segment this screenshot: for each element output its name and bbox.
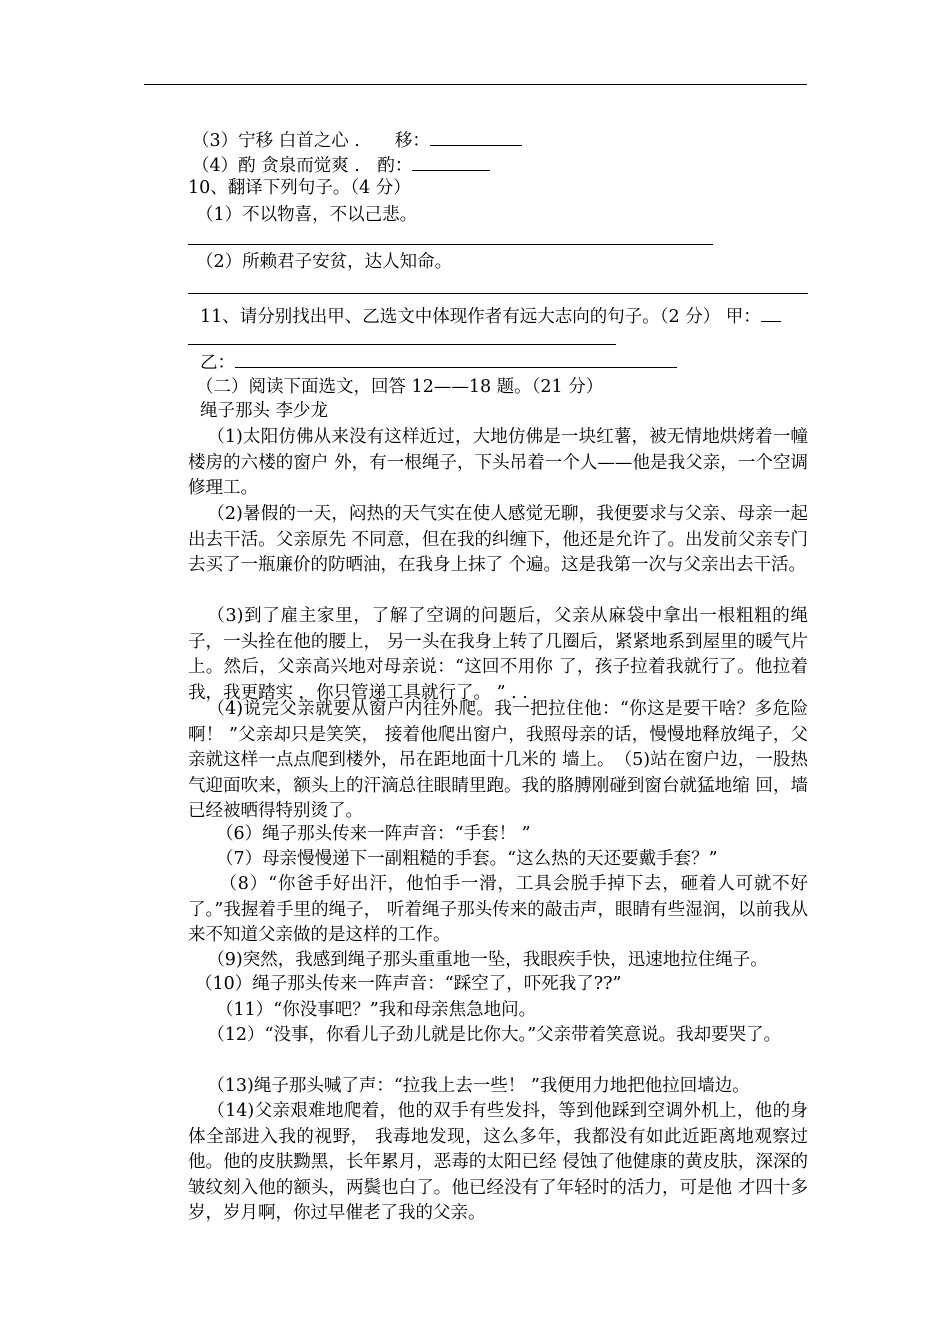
- paragraph-3: （3)到了雇主家里，了解了空调的问题后，父亲从麻袋中拿出一根粗粗的绳子，一头拴在他的腰上， 另一头在我身上转了几圈后，紧紧地系到屋里的暖气片上。然后，父亲高兴地对母亲说：“这回不用你 了，孩子拉着我就行了。他拉着我，我更踏实 ，你只管递工具就行了。 ” . .: [188, 606, 808, 703]
- paragraph-4: （4)说完父亲就要从窗户内往外爬。我一把拉住他：“你这是要干啥？多危险啊！ ”父亲却只是笑笑， 接着他爬出窗户，我照母亲的话，慢慢地释放绳子，父亲就这样一点点爬到楼外，吊在距地面十几米的 墙上。 （5)站在窗户边，一股热气迎面吹来，额头上的汗滴总往眼睛里跑。我的胳膊刚碰到窗台就猛地缩 回，墙已经被晒得特别烫了。: [188, 699, 808, 821]
- q9-item-4-text: （4）酌 贪泉而觉爽 . 酌：: [192, 156, 413, 176]
- answer-blank[interactable]: [430, 127, 522, 146]
- paragraph-6: （6）绳子那头传来一阵声音：“手套！ ”: [216, 824, 531, 844]
- q9-item-4: [192, 152, 490, 178]
- q9-item-3: [192, 127, 522, 153]
- article-title: 绳子那头 李少龙: [200, 401, 329, 421]
- answer-blank[interactable]: [761, 303, 781, 322]
- q10-sentence-2: （2）所赖君子安贫，达人知命。: [196, 252, 453, 272]
- paragraph-14: （14)父亲艰难地爬着，他的双手有些发抖，等到他踩到空调外机上，他的身体全部进入我的视野， 我毒地发现，这么多年，我都没有如此近距离地观察过他。他的皮肤黝黑，长年累月，恶毒的太阳已经 侵蚀了他健康的黄皮肤，深深的皱纹刻入他的额头，两鬓也白了。他已经没有了年轻时的活力，可是他 才四十多岁，岁月啊，你过早催老了我的父亲。: [188, 1101, 808, 1223]
- q10-title: 10、翻译下列句子。（4 分）: [188, 178, 411, 198]
- paragraph-11: （11）“你没事吧？”我和母亲焦急地问。: [216, 1000, 537, 1020]
- paragraph-2: （2)暑假的一天，闷热的天气实在使人感觉无聊，我便要求与父亲、母亲一起出去干活。父亲原先 不同意，但在我的纠缠下，他还是允许了。出发前父亲专门去买了一瓶廉价的防晒油，在我身上抹了 个遍。这是我第一次与父亲出去干活。: [188, 504, 808, 575]
- answer-blank[interactable]: [235, 349, 677, 368]
- paragraph-10: （10）绳子那头传来一阵声音：“踩空了，吓死我了??”: [195, 974, 622, 994]
- paragraph-12: （12）“没事，你看儿子劲儿就是比你大。”父亲带着笑意说。我却要哭了。: [207, 1025, 782, 1045]
- q9-item-3-text: （3）宁移 白首之心 . 移：: [192, 131, 430, 151]
- paragraph-7: （7）母亲慢慢递下一副粗糙的手套。“这么热的天还要戴手套？”: [216, 849, 718, 869]
- paragraph-13: （13)绳子那头喊了声：“拉我上去一些！ ”我便用力地把他拉回墙边。: [207, 1076, 750, 1096]
- header-rule: [144, 84, 807, 85]
- answer-line-1[interactable]: [188, 244, 713, 245]
- answer-line-jia[interactable]: [188, 344, 616, 345]
- paragraph-8: （8）“你爸手好出汗，他怕手一滑，工具会脱手掉下去，砸着人可就不好了。”我握着手里的绳子， 听着绳子那头传来的敲击声，眼睛有些湿润，以前我从来不知道父亲做的是这样的工作。: [188, 874, 808, 945]
- section-heading: （二）阅读下面选文，回答 12——18 题。（21 分）: [196, 377, 604, 397]
- answer-blank[interactable]: [412, 152, 490, 171]
- paragraph-9: （9)突然，我感到绳子那头重重地一坠，我眼疾手快，迅速地拉住绳子。: [207, 950, 768, 970]
- q11-yi-label: 乙：: [200, 353, 235, 373]
- q10-sentence-1: （1）不以物喜，不以己悲。: [196, 205, 418, 225]
- paragraph-1: （1)太阳仿佛从来没有这样近过，大地仿佛是一块红薯，被无情地烘烤着一幢楼房的六楼的窗户 外，有一根绳子，下头吊着一个人——他是我父亲，一个空调修理工。: [188, 427, 808, 498]
- q11-question: [200, 303, 781, 329]
- q11-yi: [200, 349, 677, 375]
- answer-line-2[interactable]: [188, 293, 808, 294]
- q11-question-text: 11、请分别找出甲、乙选文中体现作者有远大志向的句子。（2 分） 甲：: [200, 307, 761, 327]
